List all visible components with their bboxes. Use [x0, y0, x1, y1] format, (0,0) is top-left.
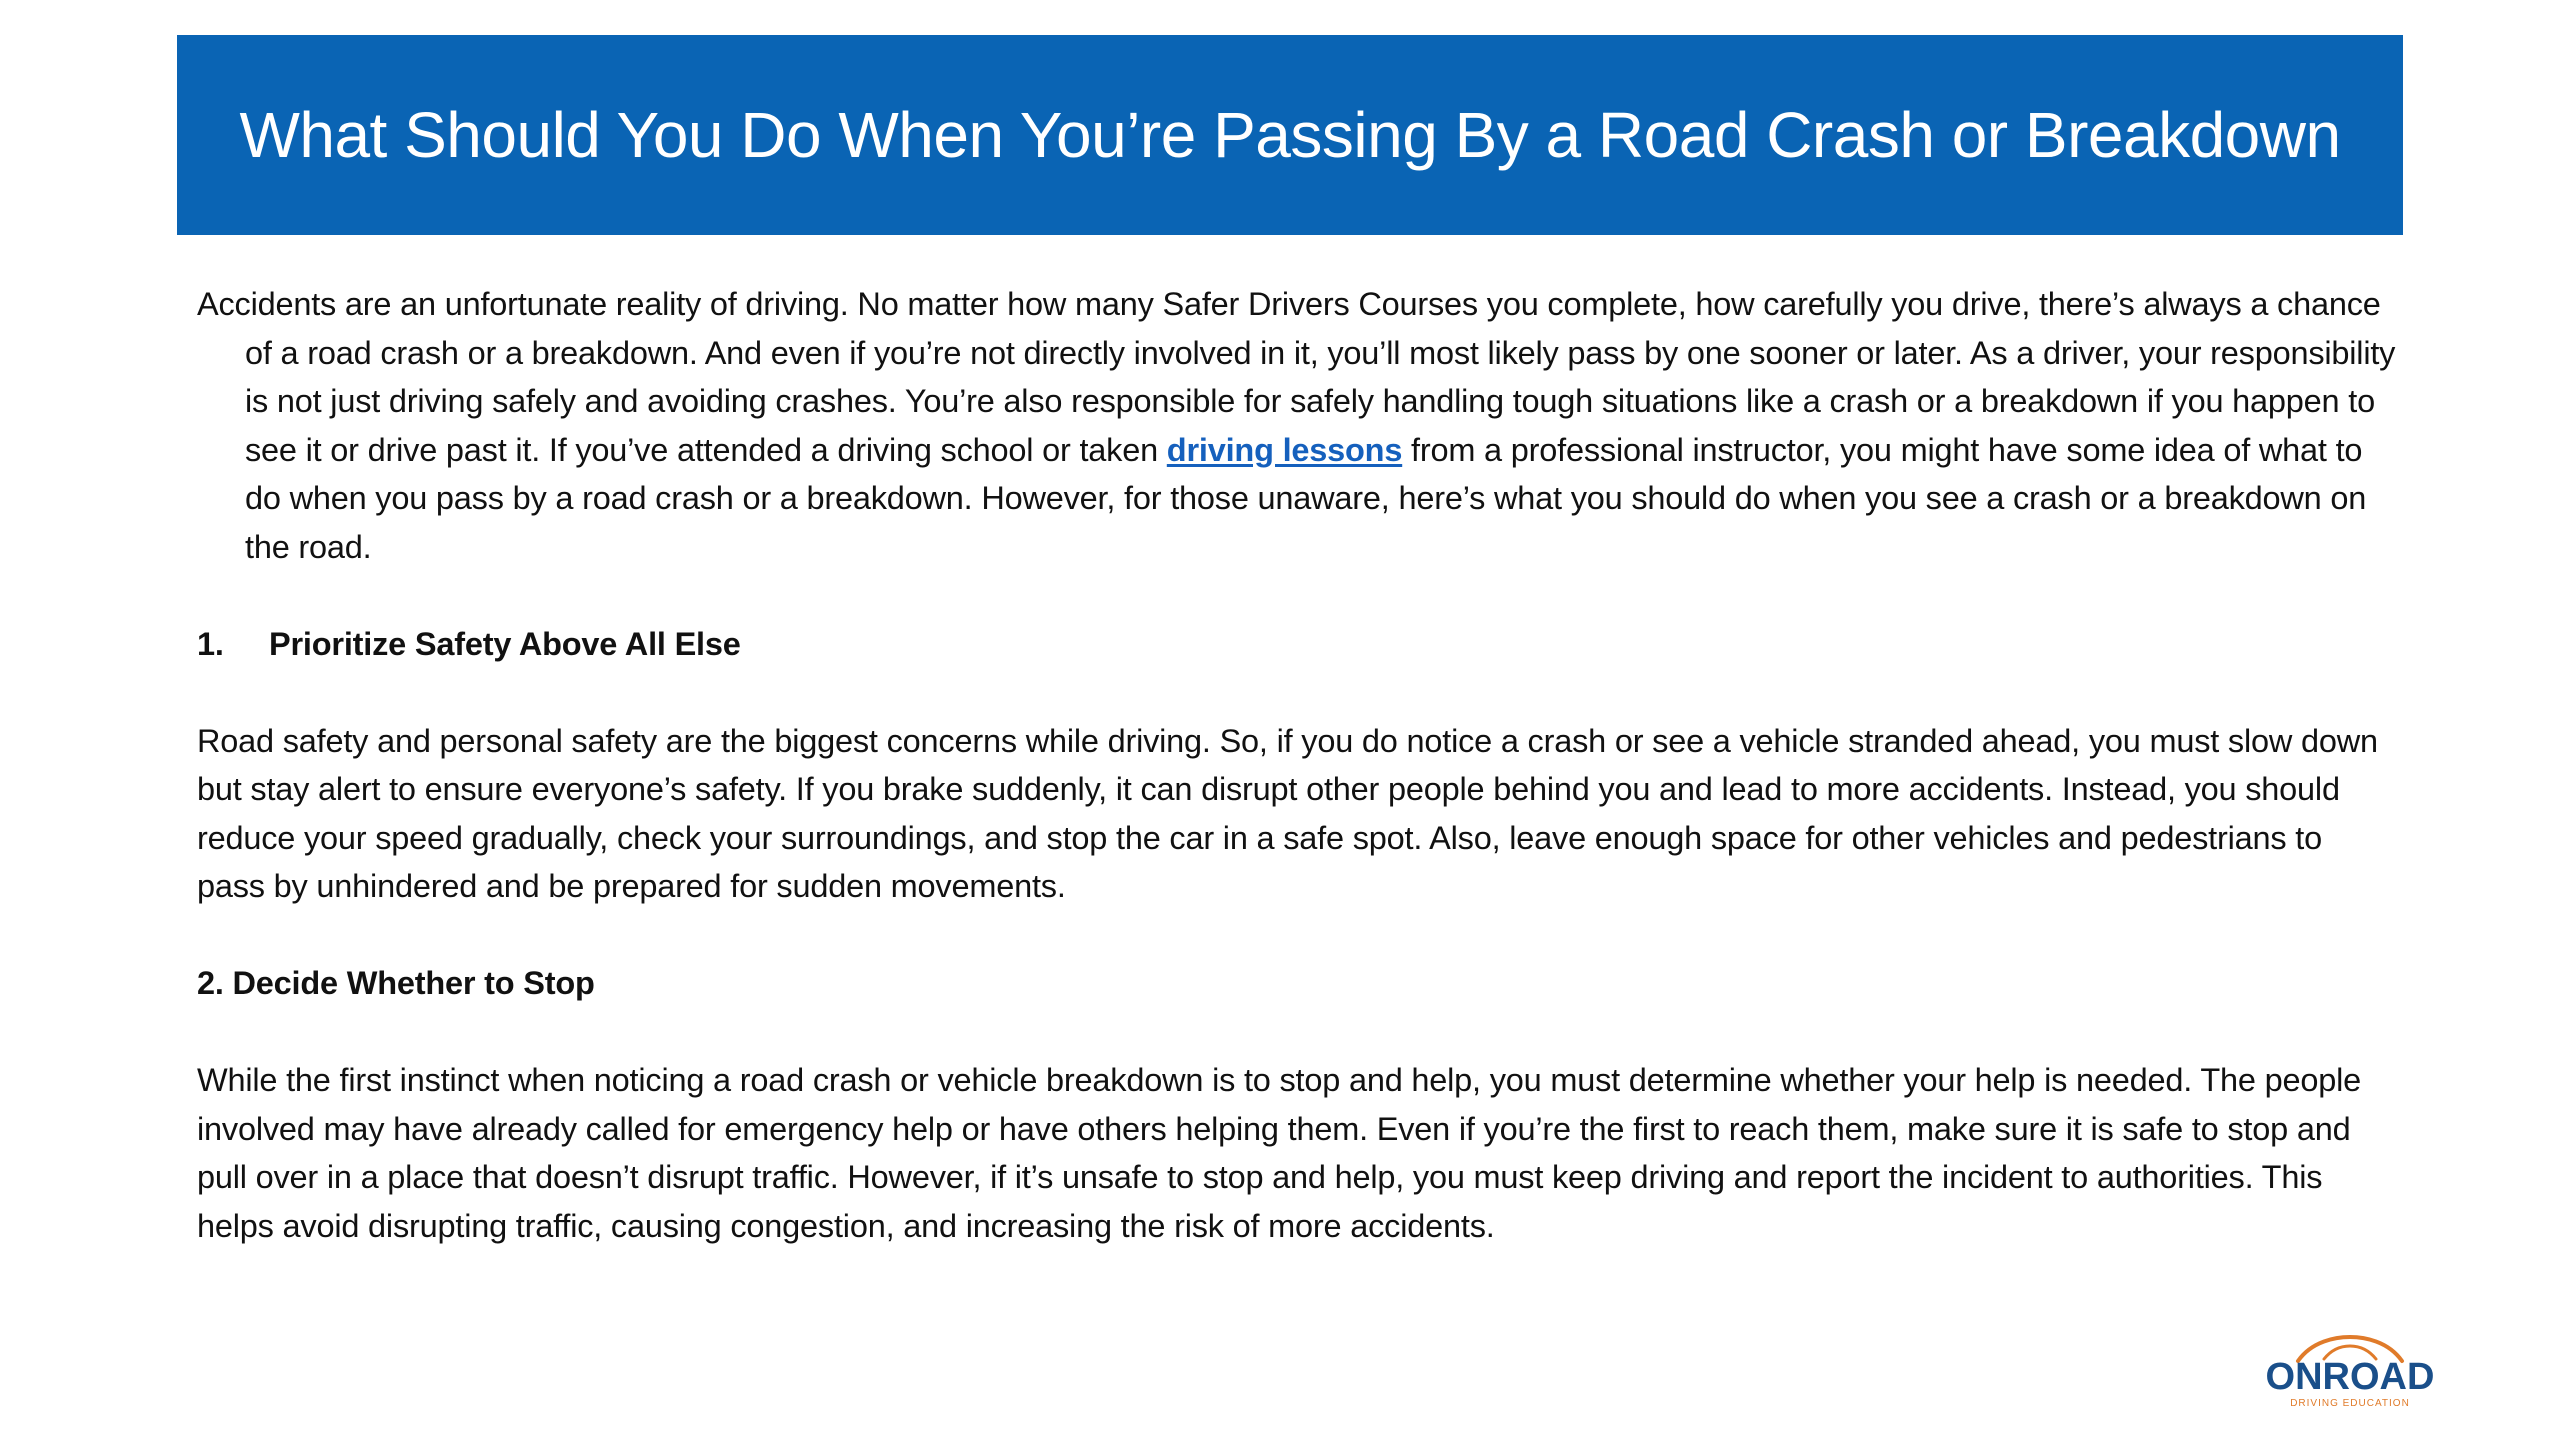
page-title: What Should You Do When You’re Passing By a Road Crash or Breakdown [239, 99, 2341, 171]
section-2-body: While the first instinct when noticing a road crash or vehicle breakdown is to stop and help, you must determine whether your help is needed. The people involved may have already called for emergency help or have others helping them. Even if you’re the first to reach them, make sure it is safe to stop and pull over in a place that doesn’t disrupt traffic. However, if it’s unsafe to stop and help, you must keep driving and report the incident to authorities. This helps avoid disrupting traffic, causing congestion, and increasing the risk of more accidents. [197, 1062, 2361, 1244]
article-body [197, 280, 2397, 1250]
section-1-number: 1. [197, 625, 224, 662]
section-2-heading: 2. Decide Whether to Stop [197, 965, 595, 1001]
section-1-heading [197, 620, 2397, 669]
section-1-heading-text: Prioritize Safety Above All Else [269, 625, 741, 662]
intro-paragraph [197, 280, 2397, 571]
logo-tagline: DRIVING EDUCATION [2290, 1398, 2410, 1409]
driving-lessons-link[interactable]: driving lessons [1166, 431, 1403, 468]
intro-text-before-link: Accidents are an unfortunate reality of driving. No matter how many Safer Drivers Courses you complete, how carefully you drive, there’s always a chance of a road crash or a breakdown. And even if you’re not directly involved in it, you’ll most likely pass by one sooner or later. As a driver, your responsibility is not just driving safely and avoiding crashes. You’re also responsible for safely handling tough situations like a crash or a breakdown if you happen to see it or drive past it. If you’ve attended a driving school or taken [197, 286, 2396, 468]
logo-wordmark: ONROAD [2265, 1356, 2435, 1398]
intro-text-after-link: from a professional instructor, you might have some idea of what to do when you pass by a road crash or a breakdown. However, for those unaware, here’s what you should do when you see a crash or a breakdown on the road. [245, 431, 2367, 565]
onroad-logo [2250, 1335, 2450, 1415]
section-1-body: Road safety and personal safety are the biggest concerns while driving. So, if you do notice a crash or see a vehicle stranded ahead, you must slow down but stay alert to ensure everyone’s safety. If you brake suddenly, it can disrupt other people behind you and lead to more accidents. Instead, you should reduce your speed gradually, check your surroundings, and stop the car in a safe spot. Also, leave enough space for other vehicles and pedestrians to pass by unhindered and be prepared for sudden movements. [197, 722, 2378, 904]
title-banner [177, 35, 2403, 235]
